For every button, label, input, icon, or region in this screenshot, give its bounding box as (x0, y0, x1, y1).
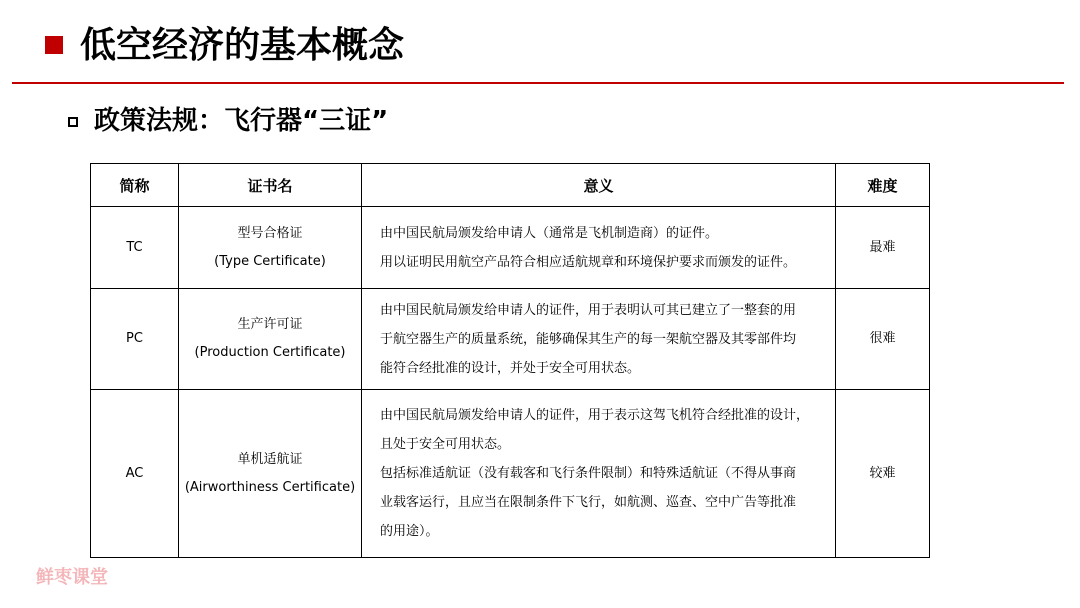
meaning-line: 能符合经批准的设计，并处于安全可用状态。 (380, 360, 641, 376)
row-meaning (362, 207, 836, 289)
row-meaning (362, 289, 836, 390)
row-meaning (362, 390, 836, 558)
meaning-line: 的用途）。 (380, 524, 439, 539)
meaning-line: 由中国民航局颁发给申请人的证件，用于表明认可其已建立了一整套的用 (380, 302, 797, 318)
meaning-line: 由中国民航局颁发给申请人（通常是飞机制造商）的证件。 (380, 225, 719, 241)
section-subtitle: 政策法规：飞行器“三证” (94, 106, 389, 136)
cert-name-cn: 型号合格证 (237, 225, 303, 241)
row-difficulty: 最难 (836, 207, 930, 289)
meaning-line: 于航空器生产的质量系统，能够确保其生产的每一架航空器及其零部件均 (380, 331, 797, 347)
row-cert-name (179, 207, 362, 289)
table-header-row (91, 164, 930, 207)
table-row (91, 207, 930, 289)
row-abbr: AC (91, 390, 179, 558)
header-difficulty: 难度 (836, 164, 930, 207)
cert-name-en: (Airworthiness Certificate) (184, 479, 356, 495)
table-row (91, 289, 930, 390)
row-difficulty: 较难 (836, 390, 930, 558)
row-abbr: TC (91, 207, 179, 289)
meaning-line: 业载客运行，且应当在限制条件下飞行，如航测、巡查、空中广告等批准 (380, 495, 797, 510)
certificates-table (90, 163, 930, 558)
cert-name-cn: 单机适航证 (237, 451, 303, 467)
header-abbr: 简称 (91, 164, 179, 207)
meaning-line: 用以证明民用航空产品符合相应适航规章和环境保护要求而颁发的证件。 (380, 254, 797, 270)
title-bullet-square (45, 36, 63, 54)
row-cert-name (179, 390, 362, 558)
meaning-line: 包括标准适航证（没有载客和飞行条件限制）和特殊适航证（不得从事商 (380, 466, 797, 481)
header-meaning: 意义 (362, 164, 836, 207)
cert-name-en: (Production Certificate) (194, 345, 346, 360)
title-divider (12, 82, 1064, 84)
meaning-line: 且处于安全可用状态。 (380, 437, 511, 452)
header-cert-name: 证书名 (179, 164, 362, 207)
meaning-line: 由中国民航局颁发给申请人的证件，用于表示这驾飞机符合经批准的设计， (380, 408, 810, 423)
row-abbr: PC (91, 289, 179, 390)
cert-name-en: (Type Certificate) (214, 253, 326, 269)
row-difficulty: 很难 (836, 289, 930, 390)
page-title: 低空经济的基本概念 (80, 25, 405, 66)
cert-name-cn: 生产许可证 (237, 317, 303, 332)
watermark-logo: 鲜枣课堂 (36, 567, 108, 588)
subtitle-bullet-square (68, 117, 78, 127)
row-cert-name (179, 289, 362, 390)
table-row (91, 390, 930, 558)
